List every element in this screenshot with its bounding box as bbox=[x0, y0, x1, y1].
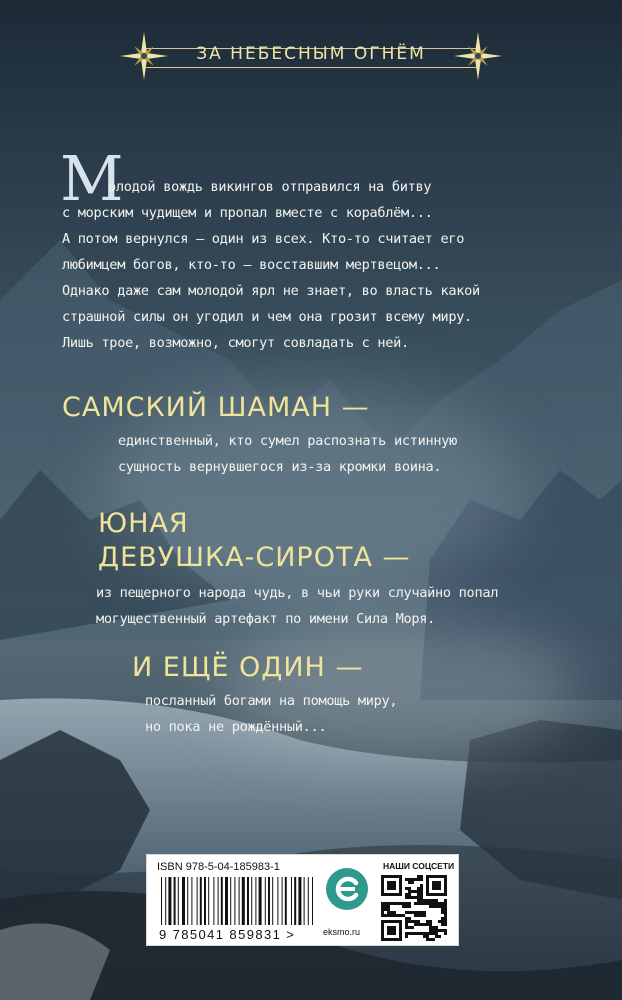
social-label: НАШИ СОЦСЕТИ bbox=[383, 861, 455, 871]
section-text: могущественный артефакт по имени Сила Моря. bbox=[96, 611, 436, 627]
section-heading: САМСКИЙ ШАМАН — bbox=[62, 392, 370, 423]
compass-star-icon bbox=[452, 30, 504, 82]
section-text: сущность вернувшегося из-за кромки воина. bbox=[118, 459, 442, 475]
section-text: из пещерного народа чудь, в чьи руки случайно попал bbox=[96, 585, 499, 601]
section-text: но пока не рождённый... bbox=[145, 719, 327, 735]
qr-code-icon[interactable] bbox=[381, 875, 447, 941]
intro-line: любимцем богов, кто-то — восставшим мертвецом... bbox=[62, 257, 441, 273]
series-banner bbox=[118, 30, 504, 82]
intro-line: олодой вождь викингов отправился на битву bbox=[108, 179, 432, 195]
intro-line: А потом вернулся — один из всех. Кто-то считает его bbox=[62, 231, 465, 247]
publisher-url[interactable]: eksmo.ru bbox=[323, 927, 361, 937]
dropcap-letter: М bbox=[60, 142, 124, 215]
barcode-icon bbox=[157, 877, 317, 925]
eksmo-logo-icon bbox=[325, 867, 369, 911]
section-heading: И ЕЩЁ ОДИН — bbox=[132, 652, 364, 683]
isbn-number: ISBN 978-5-04-185983-1 bbox=[157, 861, 280, 873]
series-title: ЗА НЕБЕСНЫМ ОГНЁМ bbox=[196, 44, 426, 64]
section-text: посланный богами на помощь миру, bbox=[145, 693, 398, 709]
intro-line: Лишь трое, возможно, смогут совладать с ней. bbox=[62, 335, 409, 351]
intro-line: с морским чудищем и пропал вместе с кораблём... bbox=[62, 205, 433, 221]
section-text: единственный, кто сумел распознать истинную bbox=[118, 433, 458, 449]
barcode-digits: 9 785041 859831 > bbox=[159, 927, 296, 942]
section-heading: ДЕВУШКА-СИРОТА — bbox=[98, 542, 411, 573]
isbn-info-box bbox=[146, 854, 459, 946]
intro-line: Однако даже сам молодой ярл не знает, во власть какой bbox=[62, 283, 480, 299]
section-heading: ЮНАЯ bbox=[98, 508, 189, 539]
intro-line: страшной силы он угодил и чем она грозит всему миру. bbox=[62, 309, 472, 325]
